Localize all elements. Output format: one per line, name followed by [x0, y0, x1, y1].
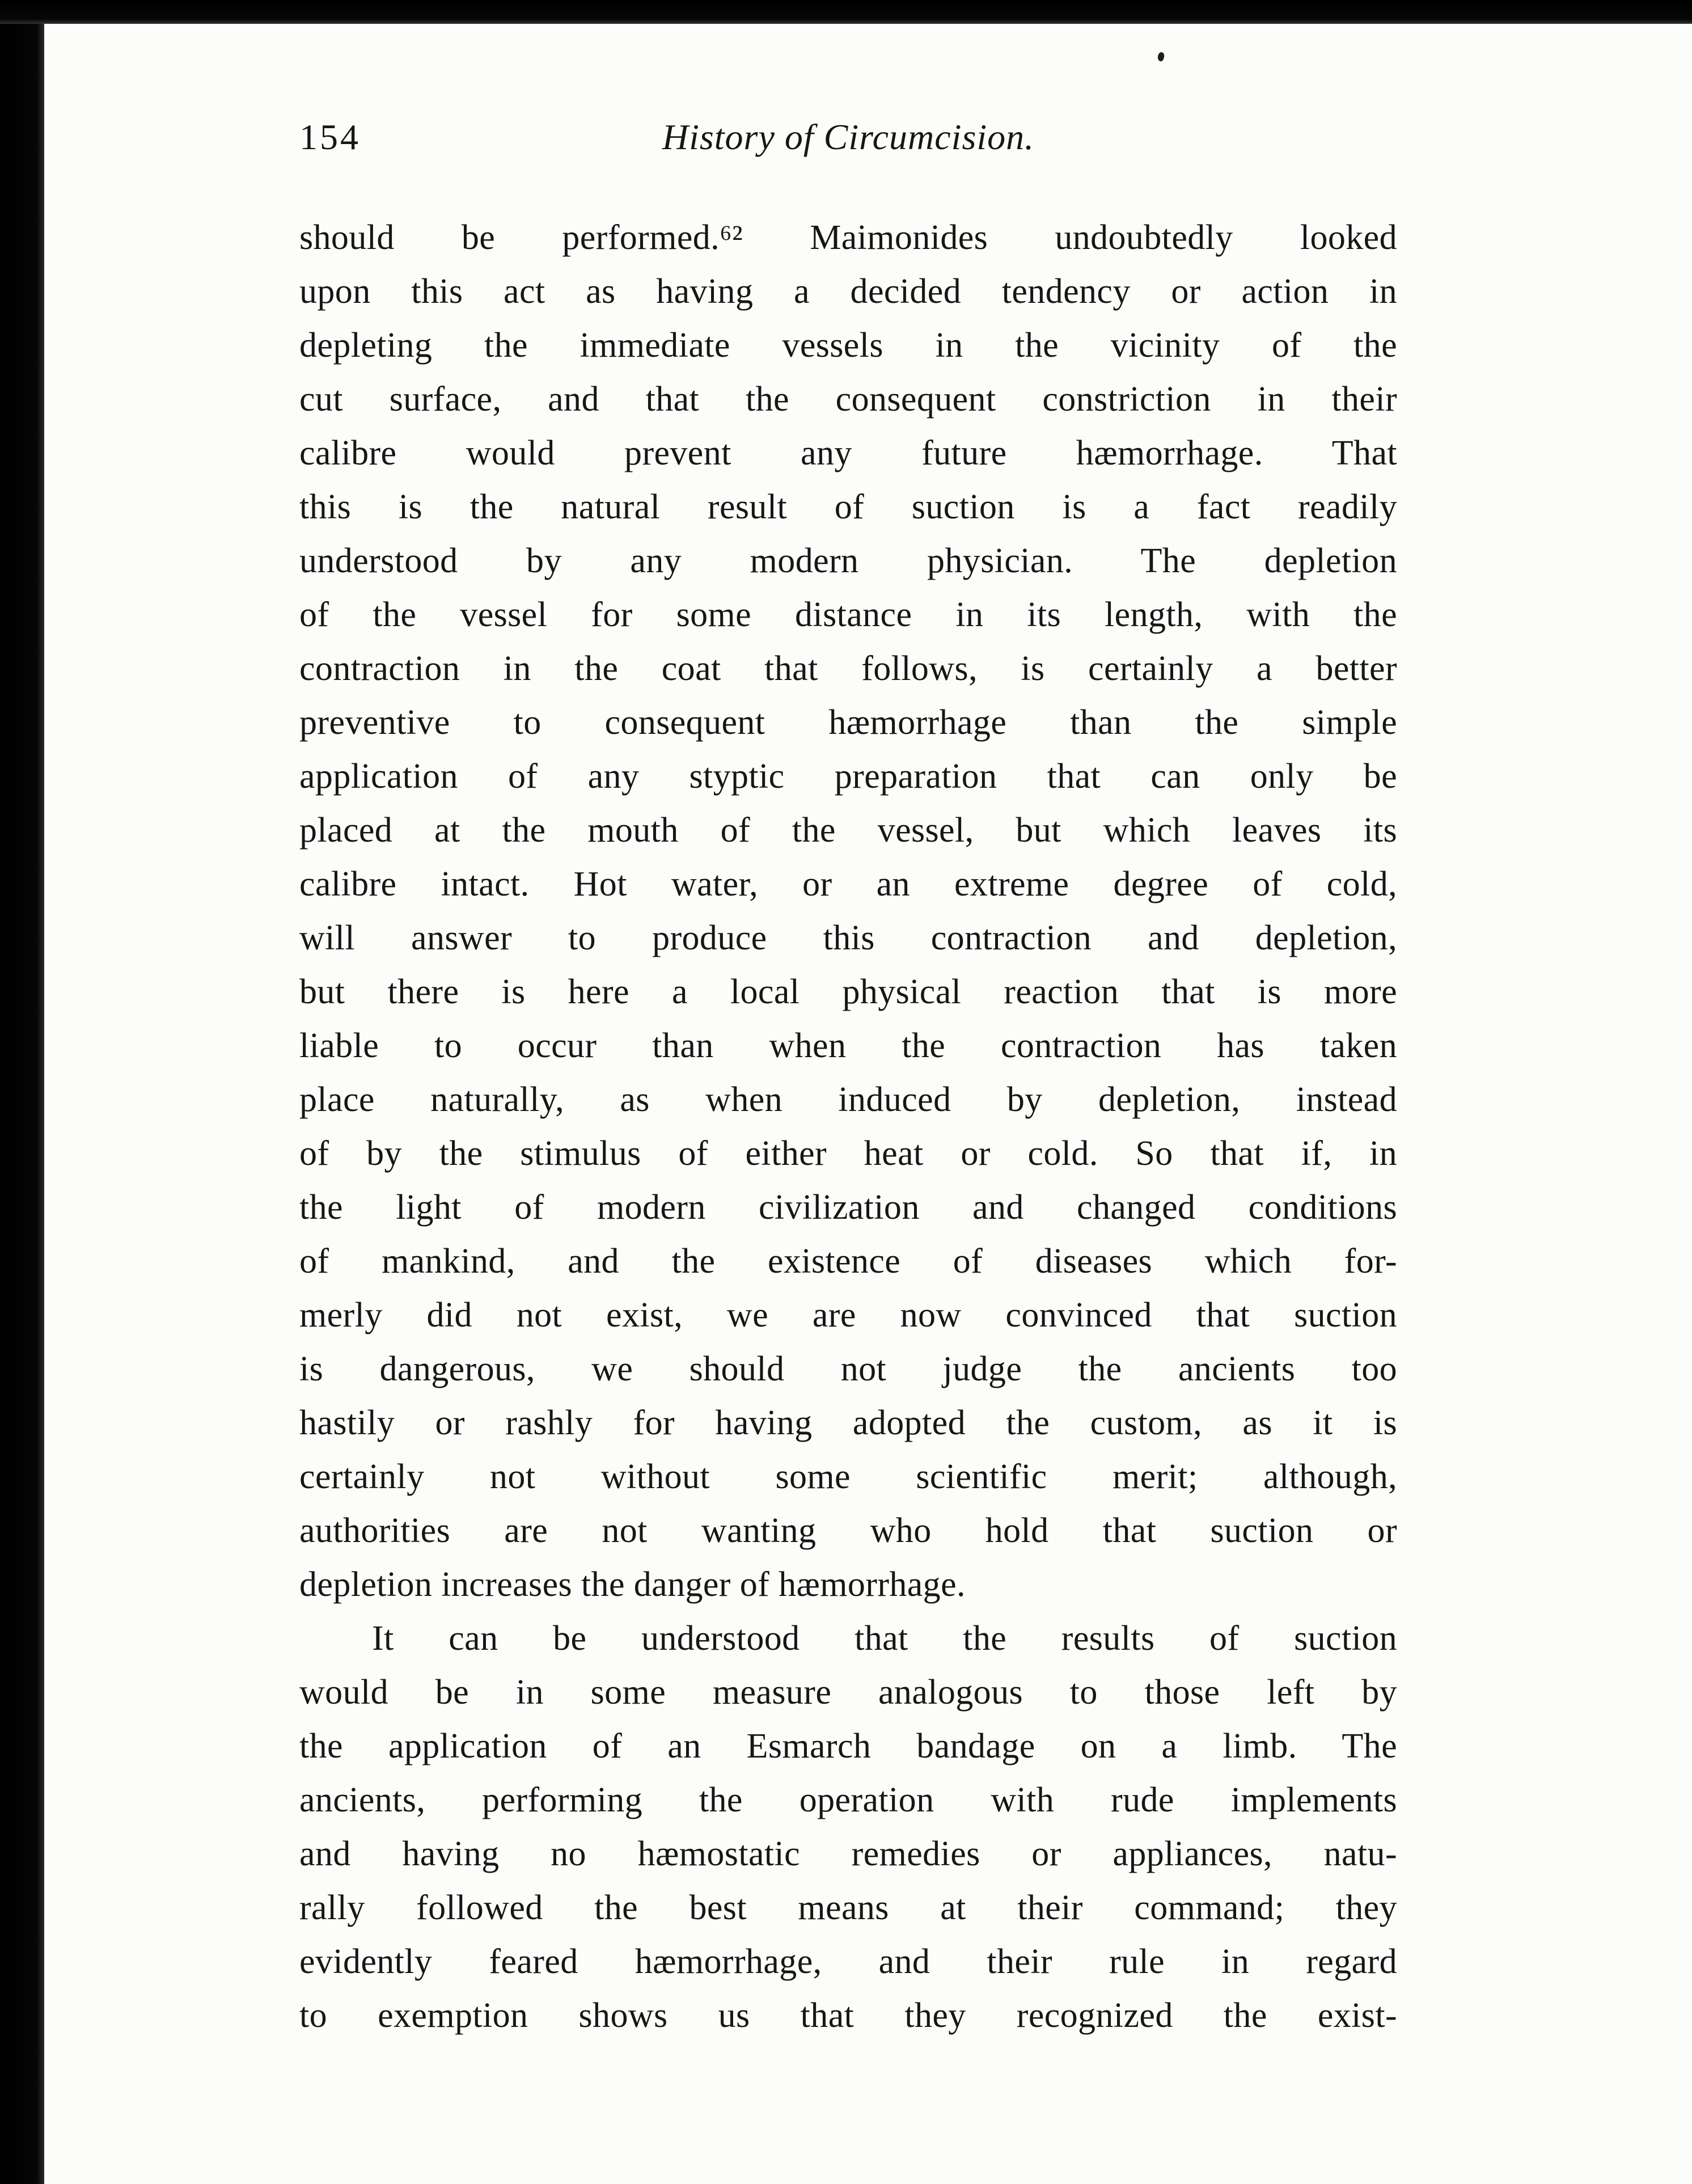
text-line: certainly not without some scientific merit; although, — [299, 1458, 1397, 1496]
page-body — [299, 211, 1397, 2043]
text-line: ancients, performing the operation with rude implements — [299, 1781, 1397, 1819]
scan-edge-top — [0, 0, 1692, 24]
text-line: It can be understood that the results of suction — [372, 1619, 1397, 1658]
text-line: calibre intact. Hot water, or an extreme degree of cold, — [299, 865, 1397, 903]
text-line: preventive to consequent hæmorrhage than the simple — [299, 703, 1397, 742]
text-line: hastily or rashly for having adopted the custom, as it is — [299, 1404, 1397, 1442]
text-line: to exemption shows us that they recognized the exist- — [299, 1996, 1397, 2035]
text-line: and having no hæmostatic remedies or appliances, natu- — [299, 1835, 1397, 1873]
text-line: application of any styptic preparation that can only be — [299, 757, 1397, 796]
text-line: place naturally, as when induced by depletion, instead — [299, 1080, 1397, 1119]
text-line: merly did not exist, we are now convinced that suction — [299, 1296, 1397, 1334]
text-line: the light of modern civilization and changed conditions — [299, 1188, 1397, 1227]
text-line: placed at the mouth of the vessel, but which leaves its — [299, 811, 1397, 850]
text-line: will answer to produce this contraction and depletion, — [299, 919, 1397, 957]
running-header-title: History of Circumcision. — [662, 117, 1035, 157]
text-line: of mankind, and the existence of diseases which for- — [299, 1242, 1397, 1281]
text-line: depletion increases the danger of hæmorrhage. — [299, 1565, 966, 1604]
text-line: rally followed the best means at their command; they — [299, 1889, 1397, 1927]
ink-speck — [1157, 52, 1165, 62]
text-line: but there is here a local physical reaction that is more — [299, 973, 1397, 1011]
text-line: evidently feared hæmorrhage, and their rule in regard — [299, 1942, 1397, 1981]
text-line: calibre would prevent any future hæmorrhage. That — [299, 434, 1397, 472]
text-line: the application of an Esmarch bandage on a limb. The — [299, 1727, 1397, 1765]
text-line: upon this act as having a decided tendency or action in — [299, 272, 1397, 311]
text-line: is dangerous, we should not judge the ancients too — [299, 1350, 1397, 1388]
text-line: understood by any modern physician. The depletion — [299, 542, 1397, 580]
text-line: authorities are not wanting who hold that suction or — [299, 1511, 1397, 1550]
text-line: contraction in the coat that follows, is certainly a better — [299, 649, 1397, 688]
text-line: should be performed.⁶² Maimonides undoubtedly looked — [299, 218, 1397, 257]
text-line: depleting the immediate vessels in the vicinity of the — [299, 326, 1397, 365]
running-header — [299, 111, 1397, 163]
text-line: of by the stimulus of either heat or cold. So that if, in — [299, 1134, 1397, 1173]
scan-edge-left — [0, 0, 44, 2184]
text-line: this is the natural result of suction is a fact readily — [299, 488, 1397, 526]
text-line: cut surface, and that the consequent constriction in their — [299, 380, 1397, 419]
text-line: of the vessel for some distance in its length, with the — [299, 595, 1397, 634]
text-line: would be in some measure analogous to those left by — [299, 1673, 1397, 1712]
text-line: liable to occur than when the contraction has taken — [299, 1026, 1397, 1065]
page-number: 154 — [299, 117, 361, 157]
